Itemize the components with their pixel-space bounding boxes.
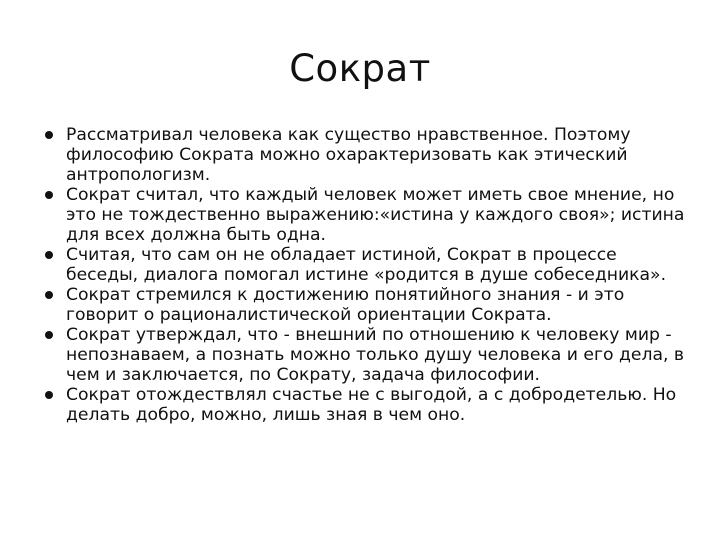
bullet-dot-icon [45, 391, 53, 399]
bullet-dot-icon [45, 291, 53, 299]
bullet-text: Считая, что сам он не обладает истиной, Сократ в процессе беседы, диалога помогал истине «родится в душе собеседника». [66, 244, 667, 285]
bullet-dot-icon [45, 131, 53, 139]
bullet-item [44, 326, 694, 385]
bullet-item [44, 286, 694, 326]
bullet-item [44, 126, 694, 185]
bullet-dot-icon [45, 191, 53, 199]
bullet-item [44, 386, 694, 426]
bullet-text: Рассматривал человека как существо нравственное. Поэтому философию Сократа можно охарактеризовать как этический антропологизм. [66, 125, 631, 185]
bullet-item [44, 246, 694, 286]
bullet-dot-icon [45, 251, 53, 259]
bullet-list [44, 126, 694, 427]
bullet-dot-icon [45, 331, 53, 339]
bullet-text: Сократ считал, что каждый человек может иметь свое мнение, но это не тождественно выражению:«истина у каждого своя»; истина для всех должна быть одна. [66, 184, 685, 245]
bullet-text: Сократ стремился к достижению понятийного знания - и это говорит о рационалистической ориентации Сократа. [66, 285, 625, 325]
bullet-item [44, 186, 694, 245]
bullet-text: Сократ утверждал, что - внешний по отношению к человеку мир - непознаваем, а познать можно только душу человека и его дела, в чем и заключается, по Сократу, задача философии. [66, 325, 685, 385]
bullet-text: Сократ отождествлял счастье не с выгодой, а с добродетелью. Но делать добро, можно, лишь зная в чем оно. [66, 385, 677, 426]
slide-title: Сократ [289, 47, 431, 90]
